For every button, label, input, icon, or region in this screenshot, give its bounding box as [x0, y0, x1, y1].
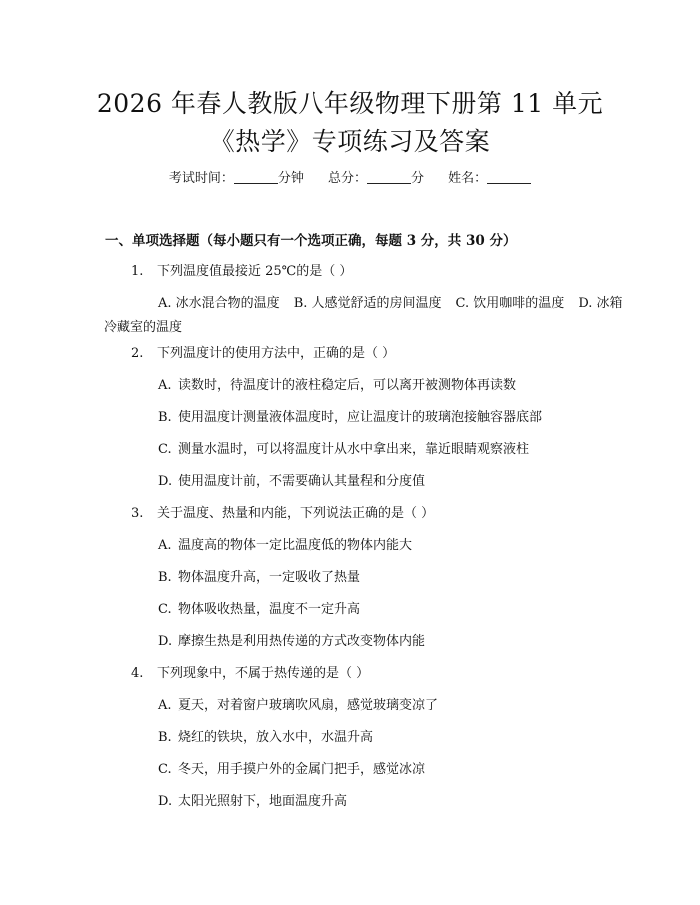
exam-time-field [169, 170, 304, 188]
question-stem: 关于温度、热量和内能，下列说法正确的是（ ） [157, 506, 435, 521]
option-c: C. 饮用咖啡的温度 [455, 296, 565, 311]
option-d: D. 摩擦生热是利用热传递的方式改变物体内能 [158, 634, 426, 649]
option-c: C. 测量水温时，可以将温度计从水中拿出来，靠近眼睛观察液柱 [158, 442, 530, 457]
question-stem: 下列现象中，不属于热传递的是（ ） [157, 666, 370, 681]
question-number: 3. [131, 506, 144, 521]
total-score-field [328, 170, 424, 188]
question-4 [131, 665, 369, 683]
document-title-line2: 《热学》专项练习及答案 [209, 127, 491, 156]
document-title-line1: 2026 年春人教版八年级物理下册第 11 单元 [96, 89, 604, 118]
student-name-blank [487, 170, 531, 184]
option-c: C. 冬天，用手摸户外的金属门把手，感觉冰凉 [158, 762, 426, 777]
option-d: D. 使用温度计前，不需要确认其量程和分度值 [158, 474, 426, 489]
option-b: B. 烧红的铁块，放入水中，水温升高 [158, 730, 374, 745]
option-b: B. 人感觉舒适的房间温度 [293, 296, 442, 311]
exam-time-blank [234, 170, 278, 184]
option-a: A. 冰水混合物的温度 [158, 296, 280, 311]
option-a: A. 温度高的物体一定比温度低的物体内能大 [158, 538, 413, 553]
option-d: D. 太阳光照射下，地面温度升高 [158, 794, 348, 809]
question-number: 1. [131, 264, 144, 279]
exam-time-label: 考试时间： [168, 171, 234, 186]
option-c: C. 物体吸收热量，温度不一定升高 [158, 602, 361, 617]
option-a: A. 夏天，对着窗户玻璃吹风扇，感觉玻璃变凉了 [158, 698, 439, 713]
question-number: 2. [131, 346, 144, 361]
question-3 [131, 505, 434, 523]
section-heading: 一、单项选择题（每小题只有一个选项正确，每题 3 分，共 30 分） [105, 233, 517, 249]
question-1 [131, 263, 352, 281]
question-stem: 下列温度值最接近 25℃的是（ ） [157, 264, 353, 279]
question-1-options [104, 292, 624, 340]
option-d: D. 冰箱冷藏室的温度 [104, 296, 623, 335]
exam-time-unit: 分钟 [277, 171, 304, 186]
total-score-label: 总分： [327, 171, 367, 186]
question-stem: 下列温度计的使用方法中，正确的是（ ） [157, 346, 396, 361]
option-b: B. 使用温度计测量液体温度时，应让温度计的玻璃泡接触容器底部 [158, 410, 543, 425]
option-b: B. 物体温度升高，一定吸收了热量 [158, 570, 361, 585]
total-score-blank [367, 170, 411, 184]
exam-info-row [0, 170, 700, 188]
total-score-unit: 分 [411, 171, 425, 186]
student-name-label: 姓名： [448, 171, 488, 186]
question-number: 4. [131, 666, 144, 681]
question-2 [131, 345, 395, 363]
student-name-field [448, 170, 531, 188]
option-a: A. 读数时，待温度计的液柱稳定后，可以离开被测物体再读数 [158, 378, 517, 393]
